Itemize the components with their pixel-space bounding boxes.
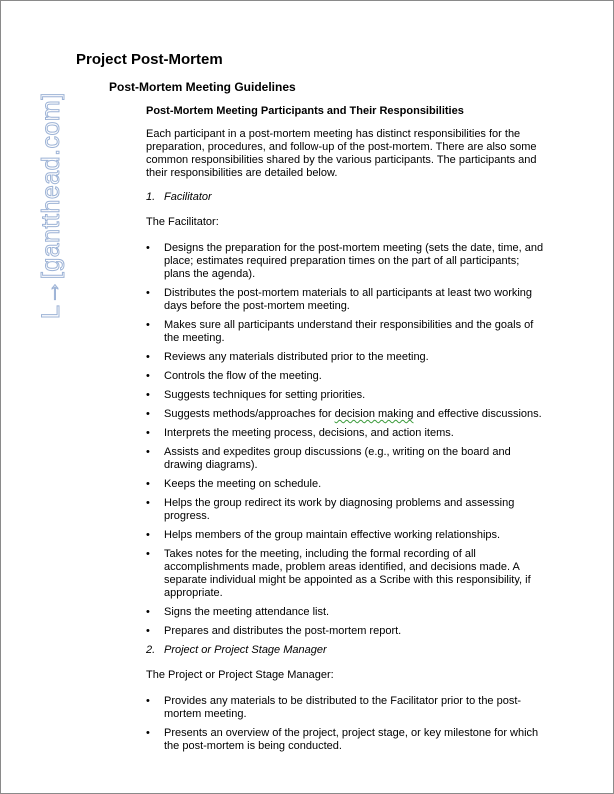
list-item-text: Makes sure all participants understand their responsibilities and the goals of the meeting.	[164, 319, 534, 344]
list-item-text: Takes notes for the meeting, including the formal recording of all accomplishments made, problem areas identified, and decisions made. A separate individual might be appointed as a Scribe with this responsibility, if appropriate.	[164, 548, 531, 599]
list-item	[146, 287, 546, 313]
list-item	[146, 497, 546, 523]
subsection-heading: Post-Mortem Meeting Participants and Their Responsibilities	[146, 105, 464, 117]
bullet-icon: •	[146, 727, 150, 739]
bullet-icon: •	[146, 606, 150, 618]
document-body	[146, 128, 546, 759]
bullet-icon: •	[146, 478, 150, 490]
list-item-text: Keeps the meeting on schedule.	[164, 478, 322, 490]
document-title: Project Post-Mortem	[76, 51, 223, 68]
list-item-text: Signs the meeting attendance list.	[164, 606, 330, 618]
role-lead-project-manager: The Project or Project Stage Manager:	[146, 669, 334, 681]
list-item	[146, 606, 546, 619]
bullet-icon: •	[146, 370, 150, 382]
list-item-text: Designs the preparation for the post-mortem meeting (sets the date, time, and place; estimates required preparation times on the part of all participants; plans the agenda).	[164, 242, 544, 280]
bullet-icon: •	[146, 625, 150, 637]
bullet-icon: •	[146, 497, 150, 509]
role-number: 1.	[146, 191, 156, 203]
bullet-icon: •	[146, 319, 150, 331]
list-item	[146, 370, 546, 383]
list-item	[146, 319, 546, 345]
gantthead-logo	[17, 41, 65, 321]
list-item	[146, 408, 546, 421]
bullet-icon: •	[146, 389, 150, 401]
list-item-text: Assists and expedites group discussions (e.g., writing on the board and drawing diagrams).	[164, 446, 511, 471]
role-heading-project-manager	[146, 644, 546, 657]
list-item	[146, 478, 546, 491]
role-name: Project or Project Stage Manager	[164, 644, 327, 656]
list-item	[146, 389, 546, 402]
list-item-text: Reviews any materials distributed prior to the meeting.	[164, 351, 429, 363]
section-heading: Post-Mortem Meeting Guidelines	[109, 80, 296, 94]
bullet-icon: •	[146, 529, 150, 541]
list-item-text: Presents an overview of the project, project stage, or key milestone for which the post-mortem is being conducted.	[164, 727, 539, 752]
list-item-text: Helps the group redirect its work by diagnosing problems and assessing progress.	[164, 497, 515, 522]
list-item	[146, 446, 546, 472]
list-item	[146, 242, 546, 281]
logo-text: L→[gantthead.com]	[37, 92, 65, 319]
list-item-text: Helps members of the group maintain effective working relationships.	[164, 529, 501, 541]
bullet-icon: •	[146, 408, 150, 420]
list-item	[146, 548, 546, 600]
list-item-text: Controls the flow of the meeting.	[164, 370, 322, 382]
role-lead-facilitator: The Facilitator:	[146, 216, 219, 228]
facilitator-responsibilities	[146, 242, 546, 638]
role-number: 2.	[146, 644, 156, 656]
bullet-icon: •	[146, 548, 150, 560]
list-item-text: Interprets the meeting process, decisions, and action items.	[164, 427, 454, 439]
list-item-text: Distributes the post-mortem materials to all participants at least two working days before the post-mortem meeting.	[164, 287, 533, 312]
list-item	[146, 625, 546, 638]
bullet-icon: •	[146, 287, 150, 299]
intro-paragraph: Each participant in a post-mortem meeting has distinct responsibilities for the preparation, procedures, and follow-up of the post-mortem. There are also some common responsibilities shared by the various participants. The participants and their responsibilities are detailed below.	[146, 128, 537, 179]
list-item	[146, 351, 546, 364]
role-name: Facilitator	[164, 191, 212, 203]
list-item	[146, 695, 546, 721]
list-item-text: Provides any materials to be distributed to the Facilitator prior to the post-mortem meeting.	[164, 695, 522, 720]
bullet-icon: •	[146, 242, 150, 254]
list-item	[146, 727, 546, 753]
role-heading-facilitator	[146, 191, 546, 204]
list-item-text: Prepares and distributes the post-mortem report.	[164, 625, 402, 637]
bullet-icon: •	[146, 446, 150, 458]
list-item-text: Suggests methods/approaches for decision making and effective discussions.	[164, 408, 542, 420]
list-item-text: Suggests techniques for setting priorities.	[164, 389, 366, 401]
bullet-icon: •	[146, 351, 150, 363]
bullet-icon: •	[146, 695, 150, 707]
project-manager-responsibilities	[146, 695, 546, 753]
bullet-icon: •	[146, 427, 150, 439]
list-item	[146, 529, 546, 542]
list-item	[146, 427, 546, 440]
